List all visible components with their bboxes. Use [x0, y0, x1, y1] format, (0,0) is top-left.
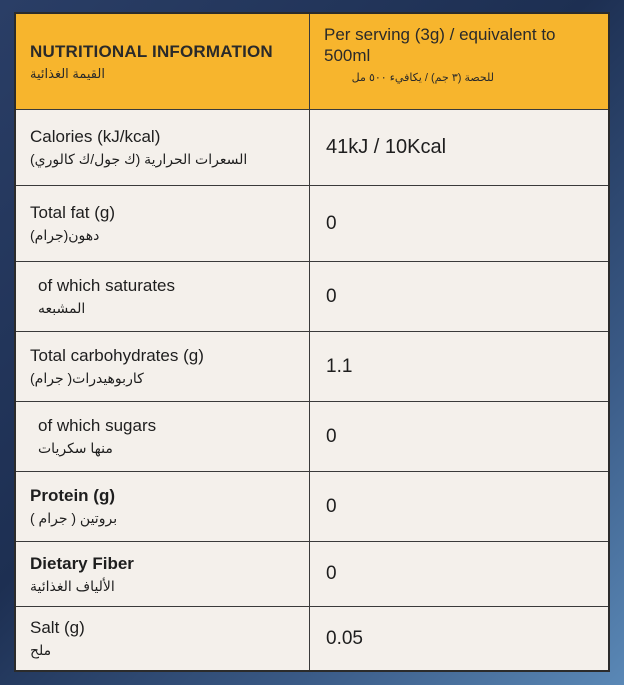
label-en: Protein (g) [30, 486, 115, 505]
row-label-fiber [16, 542, 310, 607]
row-value-calories: 41kJ / 10Kcal [310, 110, 608, 186]
header-title: NUTRITIONAL INFORMATION [30, 41, 273, 61]
row-value-fiber: 0 [310, 542, 608, 607]
label-en: Dietary Fiber [30, 553, 134, 573]
header-right-cell [310, 14, 608, 110]
label-en: of which sugars [38, 416, 157, 435]
row-value-protein: 0 [310, 472, 608, 542]
row-label-calories [16, 110, 310, 186]
row-value-total-fat: 0 [310, 186, 608, 262]
label-ar: السعرات الحرارية (ك جول/ك كالوري) [30, 151, 248, 167]
label-en: Total fat (g) [30, 203, 116, 222]
row-value-carbohydrates: 1.1 [310, 332, 608, 402]
label-ar: بروتين ( جرام ) [30, 510, 118, 526]
row-value-salt: 0.05 [326, 627, 363, 649]
header-left-cell [16, 14, 310, 110]
nutrition-table [14, 12, 610, 672]
label-en: of which saturates [38, 276, 176, 295]
label-ar: المشبعه [38, 300, 86, 316]
row-label-saturates [16, 262, 310, 332]
label-ar: دهون(جرام) [30, 227, 100, 243]
row-value-sugars: 0 [310, 402, 608, 472]
row-label-total-fat [16, 186, 310, 262]
label-ar: كاربوهيدرات( جرام) [30, 370, 144, 386]
label-en: Calories (kJ/kcal) [30, 127, 161, 146]
label-ar: منها سكريات [38, 440, 113, 456]
header-title-arabic: القيمة الغذائية [30, 65, 105, 81]
row-label-salt [16, 607, 310, 670]
label-ar: ملح [30, 642, 52, 658]
row-value-saturates: 0 [310, 262, 608, 332]
label-en: Total carbohydrates (g) [30, 346, 204, 365]
row-label-protein [16, 472, 310, 542]
label-ar: الألياف الغذائية [30, 577, 115, 594]
row-label-carbohydrates [16, 332, 310, 402]
serving-info: Per serving (3g) / equivalent to 500ml [324, 25, 556, 66]
serving-info-arabic: للحصة (٣ جم) / يكافيء ٥٠٠ مل [351, 71, 494, 84]
row-label-sugars [16, 402, 310, 472]
label-en: Salt (g) [30, 618, 85, 637]
